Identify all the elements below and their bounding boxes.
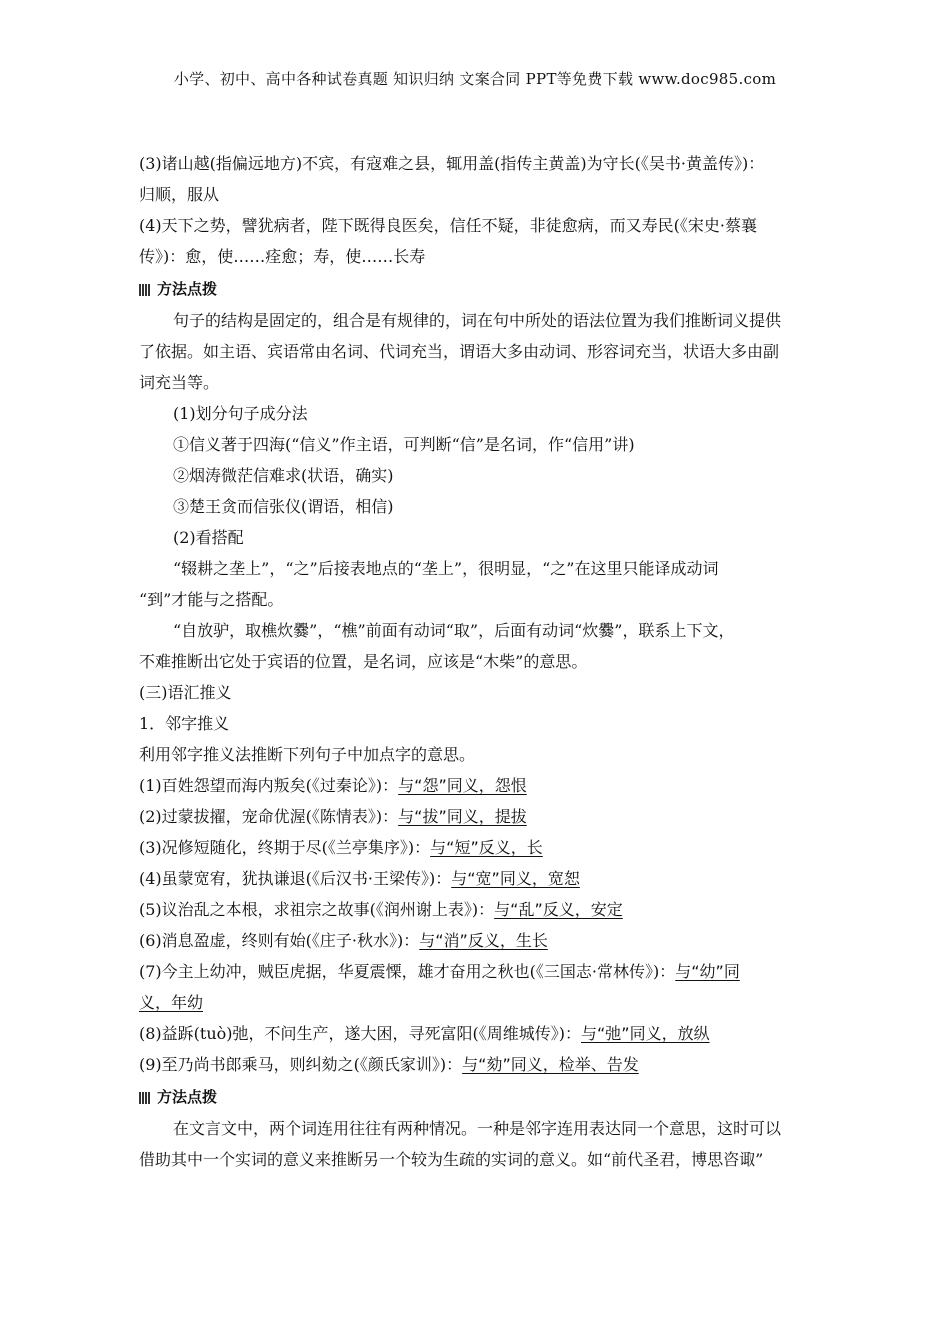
text-line: [139, 491, 814, 522]
text-line: [139, 460, 814, 491]
text-line: [139, 584, 814, 615]
answer-text: 与“宽”同义，宽恕: [451, 869, 580, 888]
line-text: 归顺，服从: [139, 185, 220, 204]
answer-text: 与“短”反义，长: [430, 838, 543, 857]
line-text: 1．邻字推义: [139, 714, 230, 733]
text-line: [139, 305, 814, 336]
text-line: [139, 925, 814, 956]
answer-text: 义，年幼: [139, 993, 204, 1012]
text-line: [139, 801, 814, 832]
line-text: (3)诸山越(指偏远地方)不宾，有寇难之县，辄用盖(指传主黄盖)为守长(《吴书·黄盖传》)：: [139, 154, 765, 173]
line-text: (三)语汇推义: [139, 683, 232, 702]
line-text: (1)百姓怨望而海内叛矣(《过秦论》)：: [139, 776, 399, 795]
line-text: 在文言文中，两个词连用往往有两种情况。一种是邻字连用表达同一个意思，这时可以: [173, 1119, 782, 1138]
line-text: ③楚王贪而信张仪(谓语，相信): [173, 497, 394, 516]
line-text: (9)至乃尚书郎乘马，则纠劾之(《颜氏家训》)：: [139, 1055, 463, 1074]
line-text: (4)天下之势，譬犹病者，陛下既得良医矣，信任不疑，非徒愈病，而又寿民(《宋史·蔡襄: [139, 216, 757, 235]
line-text: 借助其中一个实词的意义来推断另一个较为生疏的实词的意义。如“前代圣君，博思咨诹”: [139, 1150, 764, 1169]
line-text: 词充当等。: [139, 373, 220, 392]
text-line: [139, 1144, 814, 1175]
page-header: 小学、初中、高中各种试卷真题 知识归纳 文案合同 PPT等免费下载 www.doc985.com: [173, 70, 777, 88]
section-heading-text: 方法点拨: [157, 1088, 218, 1106]
answer-text: 与“劾”同义，检举、告发: [462, 1055, 639, 1074]
line-text: 不难推断出它处于宾语的位置，是名词，应该是“木柴”的意思。: [139, 652, 588, 671]
answer-text: 与“弛”同义，放纵: [581, 1024, 710, 1043]
line-text: “到”才能与之搭配。: [139, 590, 284, 609]
text-line: [139, 894, 814, 925]
text-line: [139, 956, 814, 987]
text-line: [139, 615, 814, 646]
text-line: [139, 770, 814, 801]
line-text: (2)过蒙拔擢，宠命优渥(《陈情表》)：: [139, 807, 399, 826]
text-line: [139, 336, 814, 367]
line-text: (2)看搭配: [173, 528, 244, 547]
line-text: “辍耕之垄上”，“之”后接表地点的“垄上”，很明显，“之”在这里只能译成动词: [173, 559, 719, 578]
line-text: (6)消息盈虚，终则有始(《庄子·秋水》)：: [139, 931, 420, 950]
text-line: [139, 1018, 814, 1049]
text-line: [139, 646, 814, 677]
text-line: [139, 148, 814, 179]
text-line: [139, 210, 814, 241]
section-marker-icon: [139, 284, 151, 296]
text-line: [139, 367, 814, 398]
text-line: [139, 522, 814, 553]
answer-text: 与“消”反义，生长: [419, 931, 548, 950]
line-text: 传》)：愈，使……痊愈；寿，使……长寿: [139, 247, 426, 266]
text-line: [139, 1049, 814, 1080]
line-text: ②烟涛微茫信难求(状语，确实): [173, 466, 394, 485]
text-line: [139, 677, 814, 708]
document-body: [139, 148, 814, 1175]
text-line: [139, 179, 814, 210]
line-text: 利用邻字推义法推断下列句子中加点字的意思。: [139, 745, 476, 764]
line-text: (5)议治乱之本根，求祖宗之故事(《润州谢上表》)：: [139, 900, 495, 919]
text-line: [139, 553, 814, 584]
text-line: [139, 429, 814, 460]
line-text: ①信义著于四海(“信义”作主语，可判断“信”是名词，作“信用”讲): [173, 435, 635, 454]
text-line: [139, 739, 814, 770]
line-text: “自放驴，取樵炊爨”，“樵”前面有动词“取”，后面有动词“炊爨”，联系上下文，: [173, 621, 735, 640]
section-heading: [139, 1082, 814, 1113]
text-line: [139, 398, 814, 429]
line-text: 句子的结构是固定的，组合是有规律的，词在句中所处的语法位置为我们推断词义提供: [173, 311, 782, 330]
text-line: [139, 987, 814, 1018]
section-heading-text: 方法点拨: [157, 280, 218, 298]
answer-text: 与“幼”同: [675, 962, 740, 981]
answer-text: 与“乱”反义，安定: [494, 900, 623, 919]
text-line: [139, 241, 814, 272]
section-heading: [139, 274, 814, 305]
line-text: (3)况修短随化，终期于尽(《兰亭集序》)：: [139, 838, 431, 857]
text-line: [139, 1113, 814, 1144]
answer-text: 与“拔”同义，提拔: [398, 807, 527, 826]
line-text: (4)虽蒙宽宥，犹执谦退(《后汉书·王梁传》)：: [139, 869, 452, 888]
answer-text: 与“怨”同义，怨恨: [398, 776, 527, 795]
line-text: (1)划分句子成分法: [173, 404, 308, 423]
section-marker-icon: [139, 1092, 151, 1104]
line-text: (7)今主上幼冲，贼臣虎据，华夏震慄，雄才奋用之秋也(《三国志·常林传》)：: [139, 962, 676, 981]
text-line: [139, 863, 814, 894]
text-line: [139, 832, 814, 863]
text-line: [139, 708, 814, 739]
line-text: 了依据。如主语、宾语常由名词、代词充当，谓语大多由动词、形容词充当，状语大多由副: [139, 342, 780, 361]
line-text: (8)益跅(tuò)弛，不问生产，遂大困，寻死富阳(《周维城传》)：: [139, 1024, 582, 1043]
